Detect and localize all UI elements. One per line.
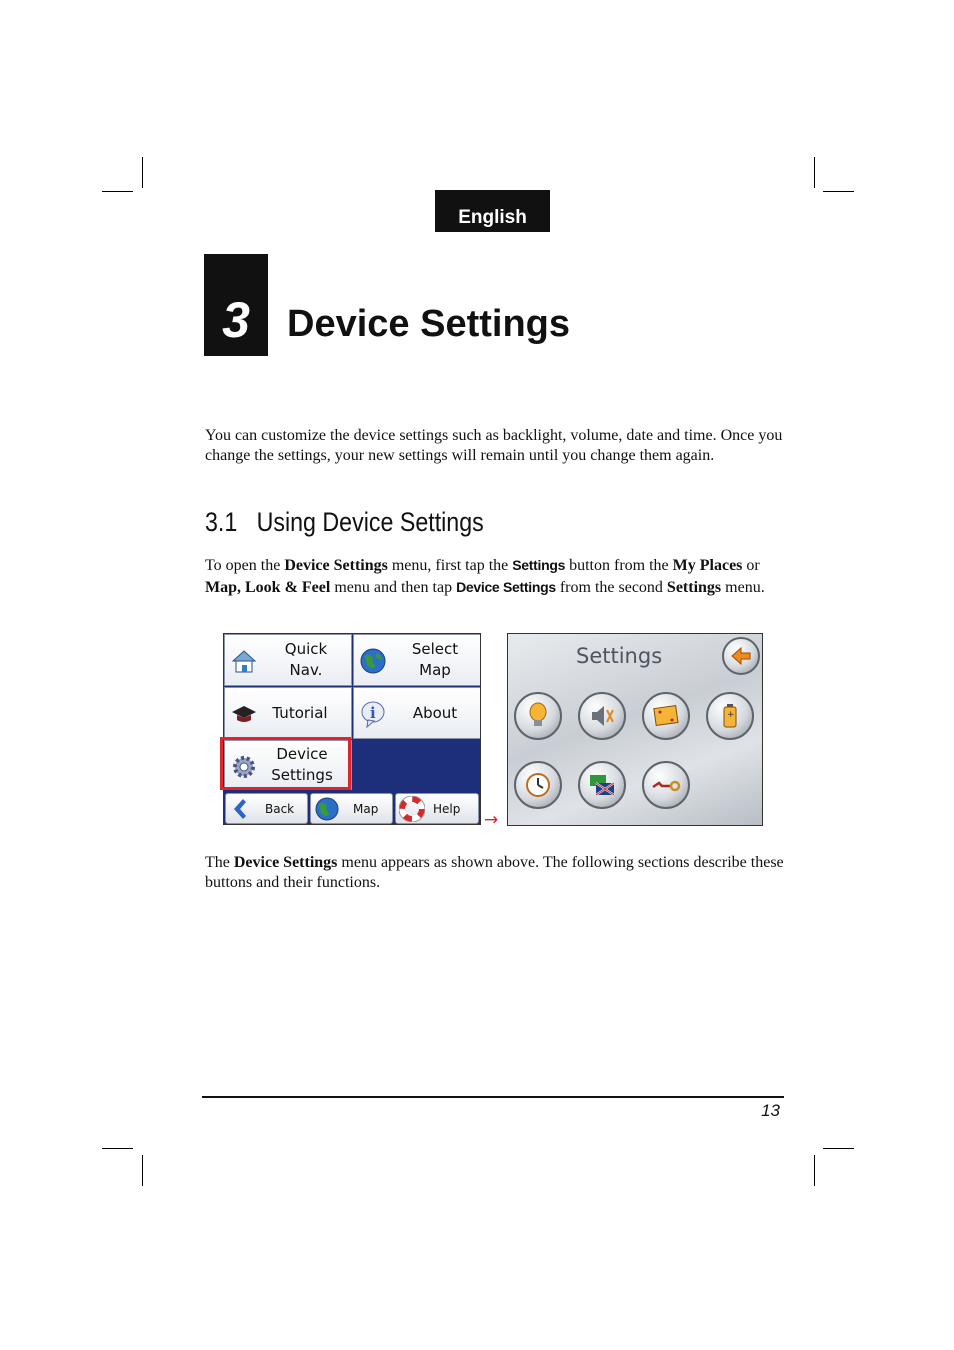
crop-mark — [823, 191, 854, 192]
crop-mark — [814, 1155, 815, 1186]
back-arrow-icon — [729, 644, 753, 668]
clock-icon — [522, 769, 554, 801]
volume-button[interactable] — [578, 692, 626, 740]
page-number: 13 — [761, 1101, 780, 1120]
section-heading — [205, 507, 484, 538]
globe-icon — [359, 647, 387, 675]
crop-mark — [814, 157, 815, 188]
tile-label: Quick — [284, 640, 328, 658]
text: menu and then tap — [330, 578, 457, 596]
button-label: Back — [265, 802, 295, 816]
back-button[interactable] — [225, 793, 308, 824]
ui-term: Device Settings — [456, 578, 556, 595]
screen-calibrate-button[interactable] — [642, 692, 690, 740]
tile-label: Device — [276, 745, 328, 763]
footer-rule — [202, 1096, 784, 1098]
text: or — [742, 557, 760, 574]
crop-mark — [102, 1148, 133, 1149]
globe-icon — [314, 796, 340, 822]
screen-calibrate-icon — [650, 700, 682, 732]
text: button from the — [565, 557, 673, 574]
key-icon — [650, 769, 682, 801]
info-bubble-icon — [359, 700, 387, 728]
quick-nav-tile[interactable] — [224, 634, 352, 686]
power-button[interactable] — [706, 692, 754, 740]
text: from the second — [555, 578, 667, 596]
section-title: Using Device Settings — [256, 507, 484, 537]
security-button[interactable] — [642, 761, 690, 809]
outro-paragraph — [205, 853, 785, 893]
back-arrow-icon — [229, 796, 255, 822]
ui-term: Settings — [512, 557, 566, 573]
main-menu-screenshot — [223, 633, 481, 825]
tile-label: Select — [411, 640, 459, 658]
graduation-cap-icon — [230, 700, 258, 728]
tile-label: Nav. — [289, 661, 323, 679]
bold-term: Map, Look & Feel — [205, 578, 331, 596]
button-label: Help — [433, 802, 461, 816]
svg-text:+: + — [727, 710, 735, 720]
flag-language-icon — [586, 769, 618, 801]
button-label: Map — [353, 802, 379, 816]
text: menu, first tap the — [387, 557, 513, 574]
bold-term: My Places — [672, 557, 743, 574]
settings-menu-screenshot — [507, 633, 763, 826]
house-icon — [230, 647, 258, 675]
instructions-paragraph — [205, 555, 785, 598]
tile-label: Map — [419, 661, 451, 679]
bold-term: Settings — [666, 578, 722, 596]
speaker-icon — [586, 700, 618, 732]
settings-back-button[interactable] — [722, 637, 760, 675]
text: To open the — [205, 557, 285, 574]
arrow-icon: → — [484, 810, 499, 830]
select-map-tile[interactable] — [353, 634, 481, 686]
backlight-button[interactable] — [514, 692, 562, 740]
language-button[interactable] — [578, 761, 626, 809]
tutorial-tile[interactable] — [224, 687, 352, 739]
text: The — [205, 854, 234, 871]
intro-paragraph: You can customize the device settings such as backlight, volume, date and time. Once you change the settings, your new settings will remain until you change them again. — [205, 427, 783, 464]
tile-label: Settings — [271, 766, 333, 784]
battery-icon — [714, 700, 746, 732]
chapter-number: 3 — [204, 254, 268, 356]
text: menu. — [721, 578, 765, 596]
crop-mark — [823, 1148, 854, 1149]
lightbulb-icon — [522, 700, 554, 732]
tile-label: About — [412, 704, 458, 722]
crop-mark — [142, 157, 143, 188]
tile-label: Tutorial — [272, 704, 328, 722]
crop-mark — [142, 1155, 143, 1186]
map-button[interactable] — [310, 793, 393, 824]
language-tab: English — [435, 190, 550, 232]
help-button[interactable] — [395, 793, 479, 824]
settings-title: Settings — [576, 644, 663, 668]
lifebuoy-icon — [399, 796, 425, 822]
device-settings-highlight — [220, 737, 351, 790]
section-number: 3.1 — [205, 507, 238, 537]
about-tile[interactable] — [353, 687, 481, 739]
bold-term: Device Settings — [284, 557, 388, 574]
bold-term: Device Settings — [233, 854, 338, 871]
text: menu appears as shown above. The following sections describe these buttons and their functions. — [205, 854, 784, 891]
crop-mark — [102, 191, 133, 192]
chapter-title: Device Settings — [287, 303, 570, 345]
svg-text:i: i — [370, 704, 376, 722]
date-time-button[interactable] — [514, 761, 562, 809]
